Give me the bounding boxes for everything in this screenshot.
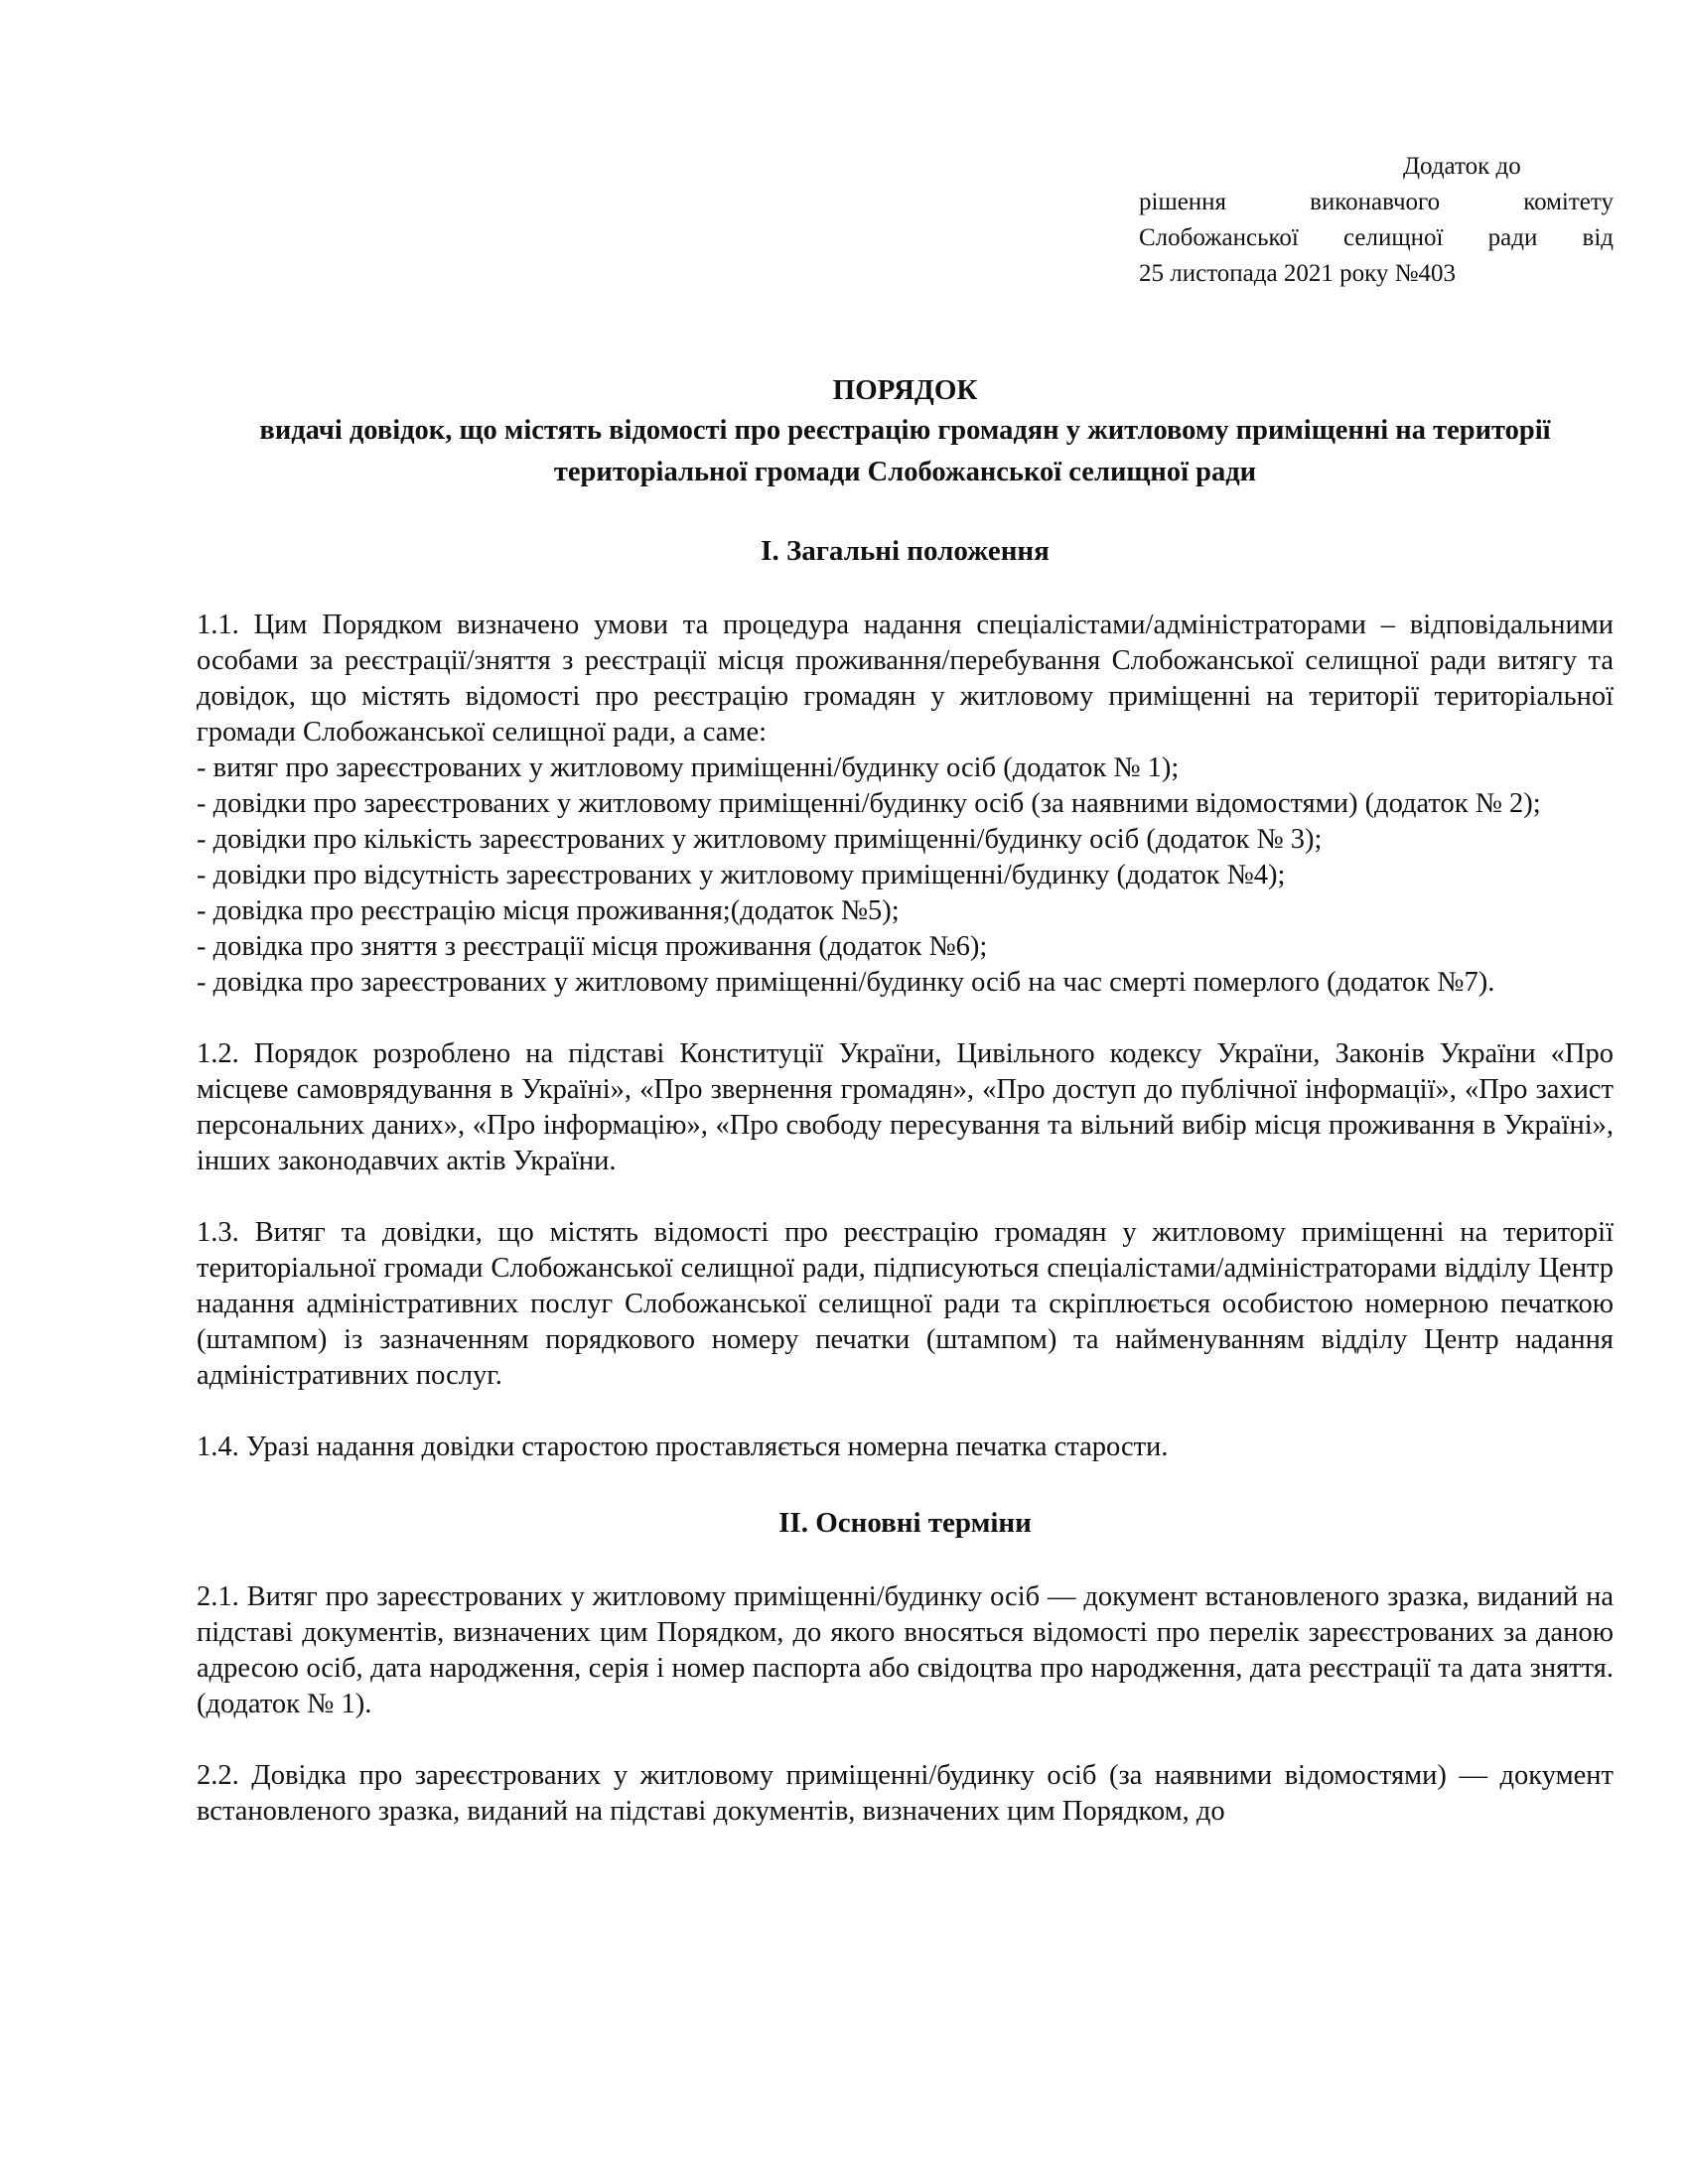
document-subtitle: видачі довідок, що містять відомості про реєстрацію громадян у житловому приміщенні на території територіальної громади Слобожанської селищної ради — [259, 415, 1551, 487]
section-2-heading: ІІ. Основні терміни — [778, 1507, 1032, 1539]
annex-line-1: Додаток до — [1403, 153, 1521, 180]
paragraph-1-2: 1.2. Порядок розроблено на підставі Конституції України, Цивільного кодексу України, Законів України «Про місцеве самоврядування в Україні», «Про звернення громадян», «Про доступ до публічної інформації», «Про захист персональних даних», «Про інформацію», «Про свободу пересування та вільний вибір місця проживання в Україні», інших законодавчих актів України. — [197, 1038, 1614, 1176]
paragraph-1-3: 1.3. Витяг та довідки, що містять відомості про реєстрацію громадян у житловому приміщенні на території територіальної громади Слобожанської селищної ради, підписуються спеціалістами/адміністраторами відділу Центр надання адміністративних послуг Слобожанської селищної ради та скріплюється особистою номерною печаткою (штампом) із зазначенням порядкового номеру печатки (штампом) та найменуванням відділу Центр надання адміністративних послуг. — [197, 1217, 1614, 1391]
list-item: - довідка про зняття з реєстрації місця проживання (додаток №6); — [197, 931, 988, 962]
document-body — [197, 370, 1614, 1830]
list-item: - довідка про реєстрацію місця проживання;(додаток №5); — [197, 895, 900, 926]
list-item: - довідка про зареєстрованих у житловому приміщенні/будинку осіб на час смерті померлого (додаток №7). — [197, 967, 1495, 998]
annex-block — [1139, 149, 1614, 292]
annex-line-4: 25 листопада 2021 року №403 — [1139, 260, 1456, 287]
list-item: - витяг про зареєстрованих у житловому приміщенні/будинку осіб (додаток № 1); — [197, 752, 1180, 783]
list-item: - довідки про відсутність зареєстрованих у житловому приміщенні/будинку (додаток №4); — [197, 860, 1286, 890]
paragraph-1-4: 1.4. Уразі надання довідки старостою проставляється номерна печатка старости. — [197, 1432, 1169, 1462]
annex-line-2: рішення виконавчого комітету — [1139, 189, 1614, 215]
paragraph-2-2: 2.2. Довідка про зареєстрованих у житловому приміщенні/будинку осіб (за наявними відомостями) — документ встановленого зразка, виданий на підставі документів, визначених цим Порядком, до — [197, 1760, 1614, 1827]
section-1-heading: І. Загальні положення — [761, 535, 1050, 567]
paragraph-2-1: 2.1. Витяг про зареєстрованих у житловому приміщенні/будинку осіб — документ встановленого зразка, виданий на підставі документів, визначених цим Порядком, до якого вносяться відомості про перелік зареєстрованих за даною адресою осіб, дата народження, серія і номер паспорта або свідоцтва про народження, дата реєстрації та дата зняття. (додаток № 1). — [197, 1581, 1614, 1719]
list-item: - довідки про зареєстрованих у житловому приміщенні/будинку осіб (за наявними відомостями) (додаток № 2); — [197, 788, 1541, 819]
annex-line-3: Слобожанської селищної ради від — [1139, 224, 1614, 251]
paragraph-1-1: 1.1. Цим Порядком визначено умови та процедура надання спеціалістами/адміністраторами – відповідальними особами за реєстрації/зняття з реєстрації місця проживання/перебування Слобожанської селищної ради витягу та довідок, що містять відомості про реєстрацію громадян у житловому приміщенні на території територіальної громади Слобожанської селищної ради, а саме: — [197, 610, 1614, 748]
list-item: - довідки про кількість зареєстрованих у житловому приміщенні/будинку осіб (додаток № 3); — [197, 824, 1323, 855]
document-title: ПОРЯДОК — [832, 374, 978, 406]
